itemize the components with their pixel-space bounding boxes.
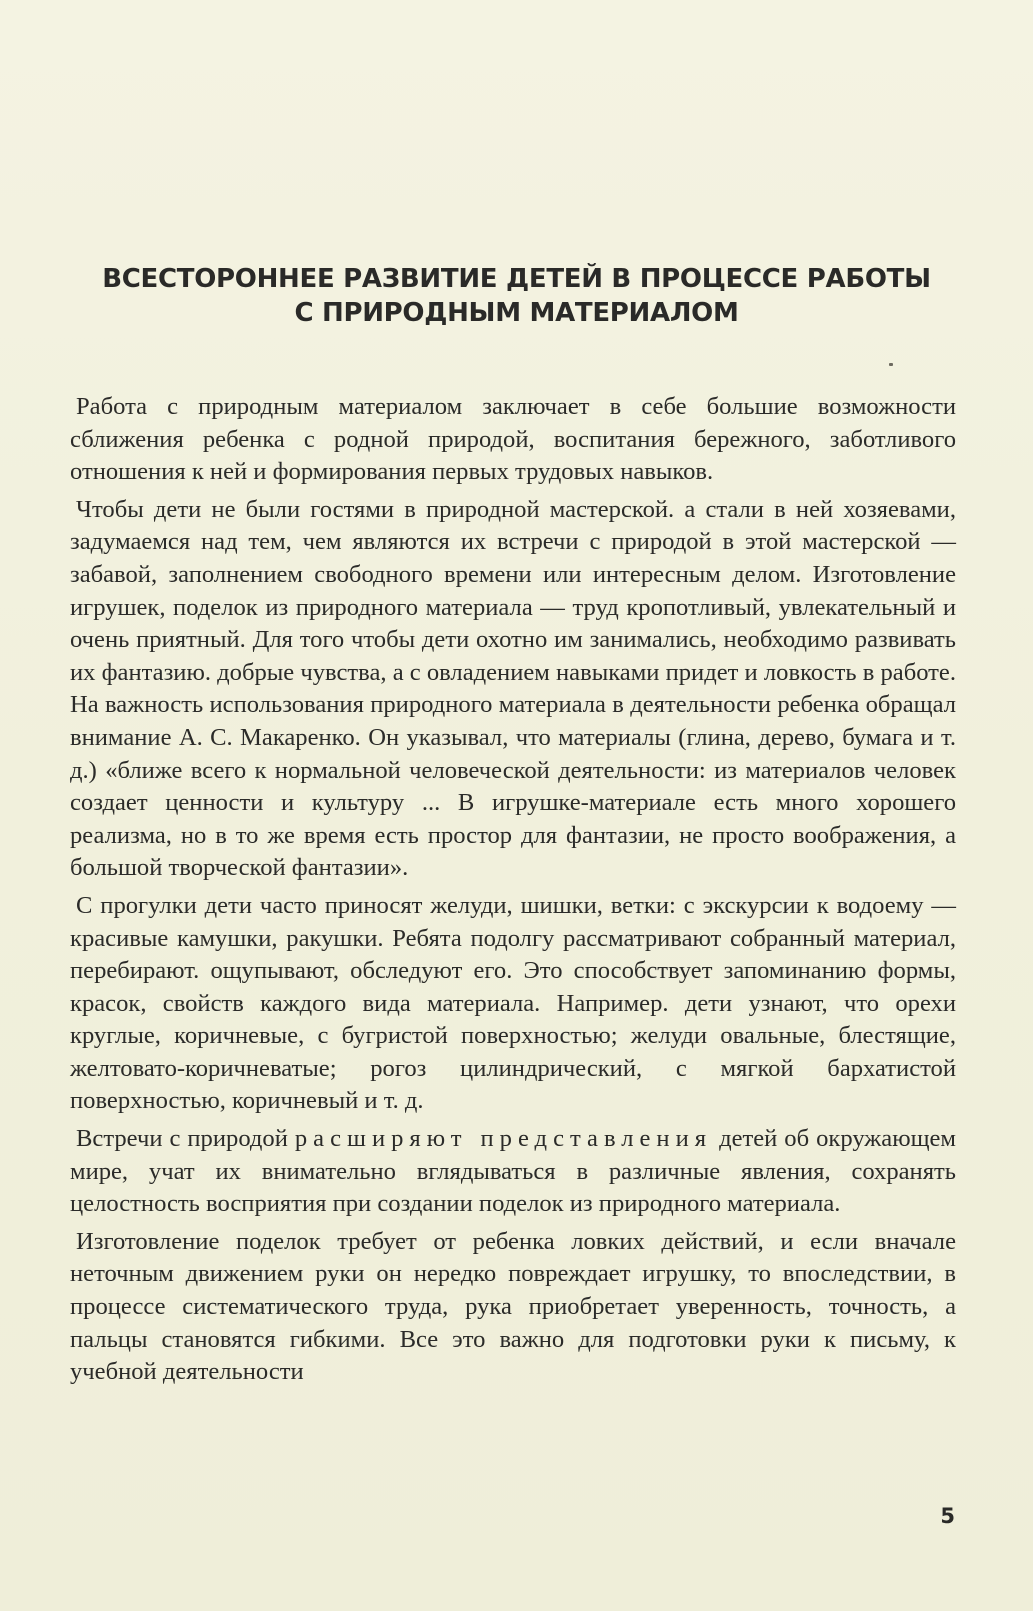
paragraph-4-start: Встречи с природой	[76, 1125, 288, 1153]
paragraph-2: Чтобы дети не были гостями в природной мастерской. а стали в ней хозяевами, задумаемся над тем, чем являются их встречи с природой в этой мастерской — забавой, заполнением свободного времени или интересным делом. Изготовление игрушек, поделок из природного материала — труд кропотливый, увлекательный и очень приятный. Для того чтобы дети охотно им занимались, необходимо развивать их фантазию. добрые чувства, а с овладением навыками придет и ловкость в работе. На важность использования природного материала в деятельности ребенка обращал внимание А. С. Макаренко. Он указывал, что материалы (глина, дерево, бумага и т. д.) «ближе всего к нормальной человеческой деятельности: из материалов человек создает ценности и культуру ... В игрушке-материале есть много хорошего реализма, но в то же время есть простор для фантазии, не просто воображения, а большой творческой фантазии».	[70, 495, 956, 882]
paragraph-4-emphasis: расширяют представления	[294, 1125, 713, 1153]
paragraph-4	[70, 1123, 956, 1221]
body-text	[70, 391, 956, 1389]
paragraph-5: Изготовление поделок требует от ребенка ловких действий, и если вначале неточным движением руки он нередко повреждает игрушку, то впоследствии, в процессе систематического труда, рука приобретает уверенность, точность, а пальцы становятся гибкими. Все это важно для подготовки руки к письму, к учебной деятельности	[70, 1227, 956, 1386]
print-speck	[889, 363, 893, 366]
paragraph-3: С прогулки дети часто приносят желуди, шишки, ветки: с экскурсии к водоему — красивые камушки, ракушки. Ребята подолгу рассматривают собранный материал, перебирают. ощупывают, обследуют его. Это способствует запоминанию формы, красок, свойств каждого вида материала. Например. дети узнают, что орехи круглые, коричневые, с бугристой поверхностью; желуди овальные, блестящие, желтовато-коричневатые; рогоз цилиндрический, с мягкой бархатистой поверхностью, коричневый и т. д.	[70, 891, 956, 1115]
page-number: 5	[940, 1504, 955, 1528]
chapter-heading-line-2: С ПРИРОДНЫМ МАТЕРИАЛОМ	[294, 298, 739, 328]
chapter-heading	[60, 262, 973, 330]
paragraph-1: Работа с природным материалом заключает в себе большие возможности сближения ребенка с родной природой, воспитания бережного, заботливого отношения к ней и формирования первых трудовых навыков.	[70, 393, 956, 486]
chapter-heading-line-1: ВСЕСТОРОННЕЕ РАЗВИТИЕ ДЕТЕЙ В ПРОЦЕССЕ РАБОТЫ	[102, 264, 931, 294]
paragraph-4-rest: детей об окружающем мире, учат их внимательно вглядываться в различные явления, сохранять целостность восприятия при создании поделок из природного материала.	[70, 1125, 956, 1218]
